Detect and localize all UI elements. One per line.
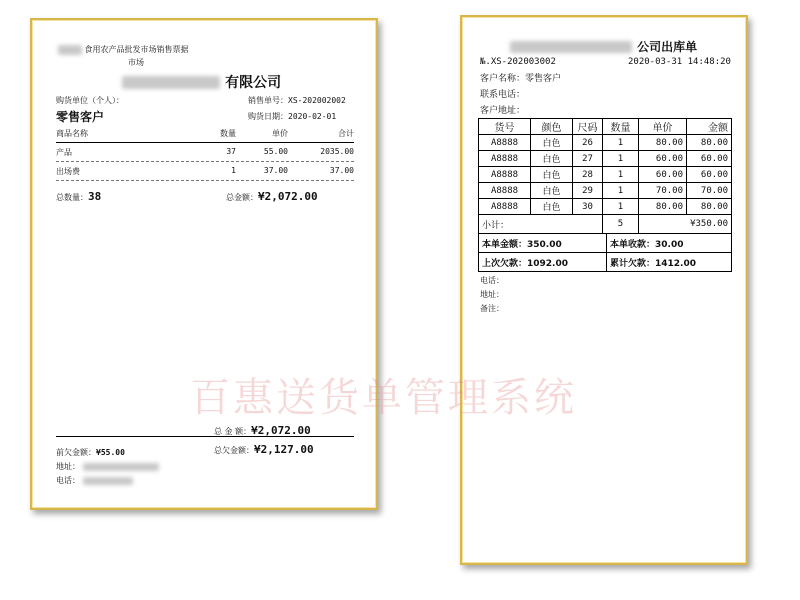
row-price: 55.00 bbox=[263, 147, 288, 156]
cell-price: 80.00 bbox=[639, 135, 687, 151]
total-quantity-label: 总数量： bbox=[56, 193, 88, 202]
redacted-company bbox=[510, 41, 632, 53]
cell-price: 70.00 bbox=[639, 183, 687, 199]
customer-label: 客户名称： bbox=[480, 74, 526, 84]
total-amount bbox=[226, 185, 318, 204]
cell-code: A8888 bbox=[479, 183, 531, 199]
col-price: 单价 bbox=[272, 129, 288, 138]
col-total: 合计 bbox=[338, 129, 354, 138]
summary-row bbox=[479, 234, 732, 253]
row-total: 37.00 bbox=[329, 166, 354, 175]
footer-amount-label: 总 金 额： bbox=[214, 427, 252, 436]
footer-amount-value: ¥2,072.00 bbox=[251, 424, 311, 437]
footer-note-label: 备注： bbox=[480, 304, 504, 313]
accumulated-debt: 累计欠款：1412.00 bbox=[607, 253, 732, 272]
table-header-row bbox=[479, 119, 732, 135]
cell-qty: 1 bbox=[603, 199, 639, 215]
cell-qty: 1 bbox=[603, 135, 639, 151]
table-row bbox=[479, 135, 732, 151]
last-debt: 上次欠款：1092.00 bbox=[479, 253, 607, 272]
bill-received: 本单收款：30.00 bbox=[607, 234, 732, 253]
col-size: 尺码 bbox=[573, 119, 603, 135]
title-suffix: 公司出库单 bbox=[637, 40, 698, 54]
sales-receipt bbox=[30, 18, 378, 510]
address-label: 地址： bbox=[56, 462, 80, 471]
row-price: 37.00 bbox=[263, 166, 288, 175]
cell-code: A8888 bbox=[479, 135, 531, 151]
total-quantity bbox=[56, 185, 101, 204]
cell-qty: 1 bbox=[603, 167, 639, 183]
cell-color: 白色 bbox=[531, 183, 573, 199]
buyer-unit-label: 购货单位（个人）： bbox=[56, 96, 124, 105]
table-row bbox=[479, 183, 732, 199]
cell-price: 60.00 bbox=[639, 151, 687, 167]
purchase-date-label: 购货日期： bbox=[248, 112, 288, 121]
company-suffix: 有限公司 bbox=[225, 75, 282, 91]
cell-code: A8888 bbox=[479, 167, 531, 183]
subtotal-qty: 5 bbox=[603, 215, 639, 234]
cell-amount: 80.00 bbox=[687, 199, 732, 215]
customer-value: 零售客户 bbox=[525, 74, 562, 84]
address-label: 客户地址： bbox=[480, 106, 526, 116]
cell-price: 80.00 bbox=[639, 199, 687, 215]
footer-address-label: 地址： bbox=[480, 290, 504, 299]
table-header bbox=[56, 128, 354, 142]
purchase-date-value: 2020-02-01 bbox=[288, 112, 337, 121]
row-name: 出场费 bbox=[56, 167, 80, 176]
summary-table bbox=[478, 233, 732, 272]
order-number: №.XS-202003002 bbox=[480, 57, 556, 67]
cell-color: 白色 bbox=[531, 167, 573, 183]
header-line1 bbox=[58, 44, 189, 55]
cell-size: 26 bbox=[573, 135, 603, 151]
cell-size: 29 bbox=[573, 183, 603, 199]
total-amount-label: 总金额： bbox=[226, 193, 258, 202]
col-code: 货号 bbox=[479, 119, 531, 135]
cell-amount: 80.00 bbox=[687, 135, 732, 151]
cell-qty: 1 bbox=[603, 183, 639, 199]
row-divider bbox=[56, 180, 354, 181]
table-row bbox=[479, 167, 732, 183]
cell-color: 白色 bbox=[531, 151, 573, 167]
row-qty: 37 bbox=[226, 147, 236, 156]
previous-debt-value: ¥55.00 bbox=[96, 448, 125, 457]
col-amount: 金额 bbox=[687, 119, 732, 135]
col-price: 单价 bbox=[639, 119, 687, 135]
subtotal-amount: ¥350.00 bbox=[639, 215, 732, 234]
total-debt bbox=[214, 438, 314, 457]
total-debt-value: ¥2,127.00 bbox=[254, 443, 314, 456]
customer-line bbox=[480, 71, 561, 84]
table-row bbox=[479, 151, 732, 167]
subtotal-row bbox=[479, 215, 732, 234]
phone-label: 联系电话： bbox=[480, 90, 526, 100]
cell-amount: 60.00 bbox=[687, 167, 732, 183]
redacted-phone bbox=[83, 477, 133, 485]
items-table bbox=[478, 118, 732, 234]
cell-code: A8888 bbox=[479, 199, 531, 215]
subtotal-label: 小计： bbox=[479, 215, 603, 234]
cell-size: 28 bbox=[573, 167, 603, 183]
row-qty: 1 bbox=[231, 166, 236, 175]
cell-color: 白色 bbox=[531, 135, 573, 151]
cell-size: 27 bbox=[573, 151, 603, 167]
receipt-title bbox=[510, 36, 697, 55]
cell-color: 白色 bbox=[531, 199, 573, 215]
header-divider bbox=[56, 142, 354, 143]
cell-qty: 1 bbox=[603, 151, 639, 167]
header-line2: 市场 bbox=[128, 58, 144, 67]
address-line bbox=[56, 461, 159, 472]
redacted-address bbox=[83, 463, 159, 471]
redacted-company bbox=[122, 76, 220, 89]
sale-number-value: XS-202002002 bbox=[288, 96, 346, 105]
company-name bbox=[122, 72, 281, 92]
buyer-name: 零售客户 bbox=[56, 110, 105, 124]
bill-amount: 本单金额：350.00 bbox=[479, 234, 607, 253]
total-amount-value: ¥2,072.00 bbox=[258, 190, 318, 203]
redacted-market-name bbox=[58, 45, 82, 55]
cell-amount: 70.00 bbox=[687, 183, 732, 199]
table-row bbox=[479, 199, 732, 215]
col-color: 颜色 bbox=[531, 119, 573, 135]
total-quantity-value: 38 bbox=[88, 190, 102, 203]
col-qty: 数量 bbox=[603, 119, 639, 135]
row-divider bbox=[56, 161, 354, 162]
col-qty: 数量 bbox=[220, 129, 236, 138]
total-debt-label: 总欠金额： bbox=[214, 446, 254, 455]
phone-label: 电话： bbox=[56, 476, 80, 485]
col-name: 商品名称 bbox=[56, 129, 88, 138]
watermark-text: 百惠送货单管理系统 bbox=[190, 375, 577, 421]
previous-debt-label: 前欠金额： bbox=[56, 448, 96, 457]
sale-number-label: 销售单号： bbox=[248, 96, 288, 105]
footer-phone-label: 电话： bbox=[480, 276, 504, 285]
order-datetime: 2020-03-31 14:48:20 bbox=[628, 57, 731, 67]
sale-number bbox=[248, 95, 346, 106]
cell-price: 60.00 bbox=[639, 167, 687, 183]
table-row bbox=[56, 166, 354, 180]
phone-line bbox=[56, 475, 133, 486]
table-row bbox=[56, 147, 354, 161]
cell-code: A8888 bbox=[479, 151, 531, 167]
footer-divider bbox=[56, 436, 354, 437]
row-total: 2035.00 bbox=[320, 147, 354, 156]
cell-size: 30 bbox=[573, 199, 603, 215]
summary-row bbox=[479, 253, 732, 272]
header-line1-text: 食用农产品批发市场销售票据 bbox=[84, 45, 189, 54]
purchase-date bbox=[248, 111, 336, 122]
row-name: 产品 bbox=[56, 148, 72, 157]
delivery-receipt bbox=[460, 15, 748, 565]
cell-amount: 60.00 bbox=[687, 151, 732, 167]
previous-debt bbox=[56, 440, 125, 459]
